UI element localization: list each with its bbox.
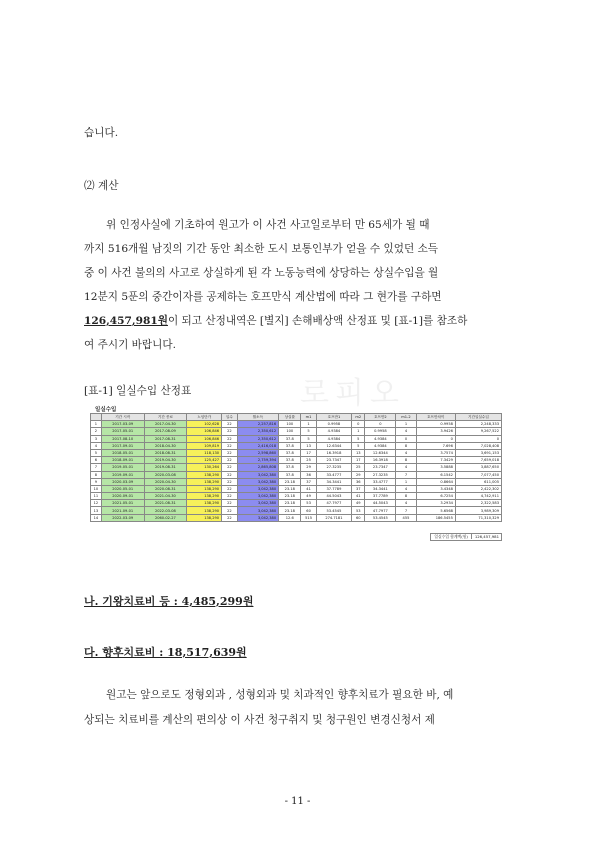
table-cell: 8 <box>396 457 416 464</box>
table-cell: 23.7347 <box>365 464 396 471</box>
table-cell: 3,042,380 <box>237 500 279 507</box>
table-cell: 2020-08-31 <box>144 485 187 492</box>
table-cell: 2018-09-01 <box>101 457 144 464</box>
total-value: 126,457,981 <box>471 534 501 539</box>
table-cell: 33.4777 <box>316 471 351 478</box>
table-cell: 13 <box>301 442 316 449</box>
table-cell: 2017-04-30 <box>144 421 187 428</box>
table-cell: 2,322,583 <box>455 500 501 507</box>
table-cell: 25 <box>352 464 365 471</box>
table-cell: 12 <box>91 500 102 507</box>
table-cell: 138,290 <box>187 493 222 500</box>
table-row <box>91 449 502 456</box>
table-cell: 2020-05-01 <box>101 485 144 492</box>
table-cell: 49 <box>352 500 365 507</box>
table-cell: 22 <box>222 507 238 514</box>
table-header-cell: 일수 <box>222 414 238 421</box>
table-cell: 2019-04-30 <box>144 457 187 464</box>
table-header-cell: m2 <box>352 414 365 421</box>
table-cell: 23.7347 <box>316 457 351 464</box>
table-cell: 2019-05-01 <box>101 464 144 471</box>
table-cell: 274.7181 <box>316 514 351 521</box>
table-cell: 5.6568 <box>416 507 455 514</box>
para1-line-6: 여 주시기 바랍니다. <box>84 339 176 351</box>
table-cell: 37.8 <box>279 449 301 456</box>
table-cell: 2018-08-31 <box>144 449 187 456</box>
table-cell: 2017-05-01 <box>101 428 144 435</box>
table-cell: 138,290 <box>187 514 222 521</box>
table-cell: 53 <box>352 507 365 514</box>
table-cell: 2017-09-01 <box>101 442 144 449</box>
table-cell: 0 <box>352 421 365 428</box>
table-cell: 22 <box>222 471 238 478</box>
table-cell: 6.7254 <box>416 493 455 500</box>
table-cell: 33.4777 <box>365 478 396 485</box>
table-cell: 37.8 <box>279 464 301 471</box>
table-cell: 3,042,380 <box>237 485 279 492</box>
table-cell: 0 <box>365 421 396 428</box>
table-cell: 22 <box>222 464 238 471</box>
table-cell: 11 <box>91 493 102 500</box>
table-cell: 3 <box>91 435 102 442</box>
table-cell: 10 <box>91 485 102 492</box>
table-cell: 4.9384 <box>365 442 396 449</box>
table-cell: 34.3441 <box>365 485 396 492</box>
table-cell: 2019-09-01 <box>101 471 144 478</box>
table-cell: 37.8 <box>279 457 301 464</box>
table-cell: 5 <box>352 435 365 442</box>
table-body <box>91 421 502 522</box>
table-cell: 22 <box>222 428 238 435</box>
table-header-cell <box>91 414 102 421</box>
table-cell: 22 <box>222 485 238 492</box>
table-cell: 2,865,808 <box>237 464 279 471</box>
table-cell: 2,759,394 <box>237 457 279 464</box>
table-cell: 0 <box>416 435 455 442</box>
table-cell: 3,042,380 <box>237 471 279 478</box>
table-header-cell: 기간일실수입 <box>455 414 501 421</box>
table-cell: 36 <box>352 478 365 485</box>
table-cell: 23.18 <box>279 500 301 507</box>
table-cell: 27.3235 <box>316 464 351 471</box>
section-heading-calculation: ⑵ 계산 <box>84 180 119 192</box>
table-row <box>91 478 502 485</box>
heading-future-treatment-cost: 다. 향후치료비 : 18,517,639원 <box>84 646 247 659</box>
table-header-row <box>91 414 502 421</box>
table-cell: 37 <box>301 478 316 485</box>
table-cell: 2017-08-10 <box>101 435 144 442</box>
table-cell: 106,846 <box>187 435 222 442</box>
table-cell: 2018-04-30 <box>144 442 187 449</box>
table-cell: 60 <box>352 514 365 521</box>
table-cell: 109,819 <box>187 442 222 449</box>
table-cell: 515 <box>301 514 316 521</box>
table-cell: 16.3918 <box>365 457 396 464</box>
table-cell: 3.2934 <box>416 500 455 507</box>
table-cell: 3.9426 <box>416 428 455 435</box>
table-cell: 2020-09-01 <box>101 493 144 500</box>
table-row <box>91 421 502 428</box>
table-cell: 13 <box>91 507 102 514</box>
table-cell: 17 <box>301 449 316 456</box>
table-cell: 37 <box>352 485 365 492</box>
table-cell: 130,264 <box>187 464 222 471</box>
table-cell: 17 <box>352 457 365 464</box>
table-cell: 22 <box>222 457 238 464</box>
table-cell: 5 <box>352 442 365 449</box>
table-cell: 2,350,612 <box>237 428 279 435</box>
table-cell: 71,310,329 <box>455 514 501 521</box>
para1-line-1: 위 인정사실에 기초하여 원고가 이 사건 사고일로부터 만 65세가 될 때 <box>106 219 430 231</box>
table-header-cell: m1-2 <box>396 414 416 421</box>
table-cell: 5 <box>301 428 316 435</box>
table-cell: 49 <box>301 493 316 500</box>
para1-line-5-rest: 이 되고 산정내역은 [별지] 손해배상액 산정표 및 [표-1]를 참조하 <box>167 315 468 327</box>
table-cell: 29 <box>352 471 365 478</box>
table-cell: 7,028,408 <box>455 442 501 449</box>
table-cell: 2021-04-30 <box>144 493 187 500</box>
table-row <box>91 457 502 464</box>
table-header-cell: 호프만1 <box>316 414 351 421</box>
lost-income-table <box>90 413 502 522</box>
table-cell: 41 <box>301 485 316 492</box>
table-cell: 7,659,018 <box>455 457 501 464</box>
table-cell: 9 <box>91 478 102 485</box>
table-cell: 22 <box>222 449 238 456</box>
table-cell: 1 <box>352 428 365 435</box>
table-cell: 7.3429 <box>416 457 455 464</box>
table-cell: 455 <box>396 514 416 521</box>
table-cell: 4.9384 <box>365 435 396 442</box>
table-cell: 1 <box>396 421 416 428</box>
table-caption: [표-1] 일실수입 산정표 <box>84 385 192 397</box>
para2-line-2: 상되는 치료비를 계산의 편의상 이 사건 청구취지 및 청구원인 변경신청서 제 <box>84 714 435 726</box>
table-cell: 2019-08-31 <box>144 464 187 471</box>
para1-line-4: 12분지 5푼의 중간이자를 공제하는 호프만식 계산법에 따라 그 현가를 구하면 <box>84 291 442 303</box>
table-cell: 44.5043 <box>316 493 351 500</box>
table-cell: 2,416,018 <box>237 442 279 449</box>
table-cell: 6.1542 <box>416 471 455 478</box>
table-cell: 23.18 <box>279 478 301 485</box>
table-cell: 34.3441 <box>316 478 351 485</box>
table-cell: 1 <box>396 478 416 485</box>
table-cell: 14 <box>91 514 102 521</box>
table-cell: 22 <box>222 493 238 500</box>
table-cell: 9,267,522 <box>455 428 501 435</box>
table-header-cell: 호프만차이 <box>416 414 455 421</box>
table-cell: 4 <box>396 485 416 492</box>
table-cell: 2017-08-31 <box>144 435 187 442</box>
table-cell: 2060-02-27 <box>144 514 187 521</box>
table-header-cell: 호프만2 <box>365 414 396 421</box>
table-cell: 27.3235 <box>365 471 396 478</box>
table-cell: 100 <box>279 428 301 435</box>
heading-past-treatment-cost: 나. 기왕치료비 등 : 4,485,299원 <box>84 595 254 608</box>
table-row <box>91 514 502 521</box>
table-label: 일실수입 <box>95 407 117 413</box>
table-cell: 41 <box>352 493 365 500</box>
table-cell: 0 <box>455 435 501 442</box>
table-cell: 53.4545 <box>365 514 396 521</box>
table-row <box>91 464 502 471</box>
table-cell: 611,005 <box>455 478 501 485</box>
table-cell: 5 <box>301 435 316 442</box>
lost-income-table-image <box>84 405 512 539</box>
table-cell: 4 <box>396 428 416 435</box>
table-cell: 0.9958 <box>316 421 351 428</box>
table-cell: 7.696 <box>416 442 455 449</box>
table-cell: 3.4348 <box>416 485 455 492</box>
table-cell: 23.18 <box>279 485 301 492</box>
table-total <box>430 533 502 541</box>
table-cell: 2,422,302 <box>455 485 501 492</box>
table-cell: 22 <box>222 421 238 428</box>
table-cell: 138,290 <box>187 507 222 514</box>
table-cell: 2,248,333 <box>455 421 501 428</box>
table-cell: 2,257,816 <box>237 421 279 428</box>
table-cell: 47.7977 <box>365 507 396 514</box>
table-cell: 7 <box>91 464 102 471</box>
table-cell: 22 <box>222 500 238 507</box>
table-row <box>91 485 502 492</box>
table-cell: 47.7977 <box>316 500 351 507</box>
table-cell: 16.3918 <box>316 449 351 456</box>
table-cell: 138,290 <box>187 485 222 492</box>
table-cell: 3,691,153 <box>455 449 501 456</box>
table-cell: 53 <box>301 500 316 507</box>
table-cell: 138,290 <box>187 500 222 507</box>
para1-line-5 <box>84 310 512 334</box>
table-cell: 3.5888 <box>416 464 455 471</box>
table-cell: 118,130 <box>187 449 222 456</box>
table-cell: 138,290 <box>187 471 222 478</box>
table-cell: 7,077,450 <box>455 471 501 478</box>
table-cell: 125,427 <box>187 457 222 464</box>
table-cell: 8 <box>91 471 102 478</box>
table-cell: 138,290 <box>187 478 222 485</box>
table-cell: 37.8 <box>279 442 301 449</box>
table-cell: 1 <box>91 421 102 428</box>
para2-line-1: 원고는 앞으로도 정형외과 , 성형외과 및 치과적인 향후치료가 필요한 바, 예 <box>106 689 454 701</box>
table-cell: 2020-03-08 <box>144 471 187 478</box>
table-cell: 1 <box>301 421 316 428</box>
table-cell: 23.18 <box>279 507 301 514</box>
table-cell: 22 <box>222 478 238 485</box>
table-cell: 3.7574 <box>416 449 455 456</box>
table-row <box>91 507 502 514</box>
table-header-cell: 노임단가 <box>187 414 222 421</box>
table-cell: 7 <box>396 507 416 514</box>
table-cell: 22 <box>222 442 238 449</box>
table-cell: 5 <box>91 449 102 456</box>
table-cell: 7 <box>396 471 416 478</box>
table-row <box>91 493 502 500</box>
table-cell: 0.9958 <box>365 428 396 435</box>
table-cell: 6 <box>91 457 102 464</box>
lost-income-amount: 126,457,981원 <box>84 315 168 327</box>
table-cell: 2,350,612 <box>237 435 279 442</box>
table-cell: 0 <box>396 435 416 442</box>
table-cell: 2021-08-31 <box>144 500 187 507</box>
table-cell: 0.8664 <box>416 478 455 485</box>
para1-line-2: 까지 516개월 남짓의 기간 동안 최소한 도시 보통인부가 얻을 수 있었던 소득 <box>84 243 439 255</box>
table-cell: 44.5043 <box>365 500 396 507</box>
table-header-cell: m1 <box>301 414 316 421</box>
table-row <box>91 500 502 507</box>
table-cell: 4.9384 <box>316 428 351 435</box>
table-cell: 23.18 <box>279 493 301 500</box>
table-cell: 4 <box>396 500 416 507</box>
table-cell: 2017-03-09 <box>101 421 144 428</box>
table-cell: 12.6344 <box>316 442 351 449</box>
watermark: 로피오 <box>300 376 405 411</box>
table-cell: 29 <box>301 464 316 471</box>
page-number: - 11 - <box>284 796 311 807</box>
table-cell: 37.7789 <box>316 485 351 492</box>
table-cell: 25 <box>301 457 316 464</box>
table-row <box>91 471 502 478</box>
table-cell: 12.6 <box>279 514 301 521</box>
table-cell: 2020-03-09 <box>101 478 144 485</box>
continuation-line: 습니다. <box>84 127 119 139</box>
table-row <box>91 428 502 435</box>
table-cell: 3,042,380 <box>237 478 279 485</box>
table-cell: 186.5455 <box>416 514 455 521</box>
table-cell: 2020-04-30 <box>144 478 187 485</box>
table-cell: 8 <box>396 442 416 449</box>
table-header-cell: 월소득 <box>237 414 279 421</box>
table-cell: 3,042,380 <box>237 507 279 514</box>
table-cell: 22 <box>222 514 238 521</box>
table-cell: 37.8 <box>279 471 301 478</box>
table-cell: 3,887,650 <box>455 464 501 471</box>
table-cell: 4,742,911 <box>455 493 501 500</box>
table-cell: 53.4545 <box>316 507 351 514</box>
table-header-cell: 상실률 <box>279 414 301 421</box>
table-cell: 3,042,380 <box>237 493 279 500</box>
table-cell: 106,846 <box>187 428 222 435</box>
table-cell: 4.9384 <box>316 435 351 442</box>
table-cell: 2017-08-09 <box>144 428 187 435</box>
table-header-cell: 기간 시작 <box>101 414 144 421</box>
para1-line-3: 중 이 사건 불의의 사고로 상실하게 된 각 노동능력에 상당하는 상실수입을 월 <box>84 267 439 279</box>
table-cell: 0.9958 <box>416 421 455 428</box>
table-cell: 13 <box>352 449 365 456</box>
table-cell: 22 <box>222 435 238 442</box>
table-cell: 2 <box>91 428 102 435</box>
table-header-cell: 기간 종료 <box>144 414 187 421</box>
table-cell: 37.7789 <box>365 493 396 500</box>
table-cell: 2018-05-01 <box>101 449 144 456</box>
table-cell: 2021-09-01 <box>101 507 144 514</box>
table-cell: 4 <box>396 464 416 471</box>
table-cell: 102,628 <box>187 421 222 428</box>
table-row <box>91 435 502 442</box>
total-label: 일실수입 합계액(원) <box>434 534 468 539</box>
table-cell: 2022-03-09 <box>101 514 144 521</box>
table-cell: 2,598,860 <box>237 449 279 456</box>
table-cell: 3,042,380 <box>237 514 279 521</box>
table-cell: 100 <box>279 421 301 428</box>
table-cell: 12.6344 <box>365 449 396 456</box>
table-cell: 8 <box>396 493 416 500</box>
table-cell: 2021-05-01 <box>101 500 144 507</box>
table-cell: 2022-03-08 <box>144 507 187 514</box>
table-cell: 4 <box>396 449 416 456</box>
table-cell: 36 <box>301 471 316 478</box>
table-cell: 3,989,309 <box>455 507 501 514</box>
table-cell: 4 <box>91 442 102 449</box>
table-cell: 60 <box>301 507 316 514</box>
table-row <box>91 442 502 449</box>
table-cell: 37.8 <box>279 435 301 442</box>
